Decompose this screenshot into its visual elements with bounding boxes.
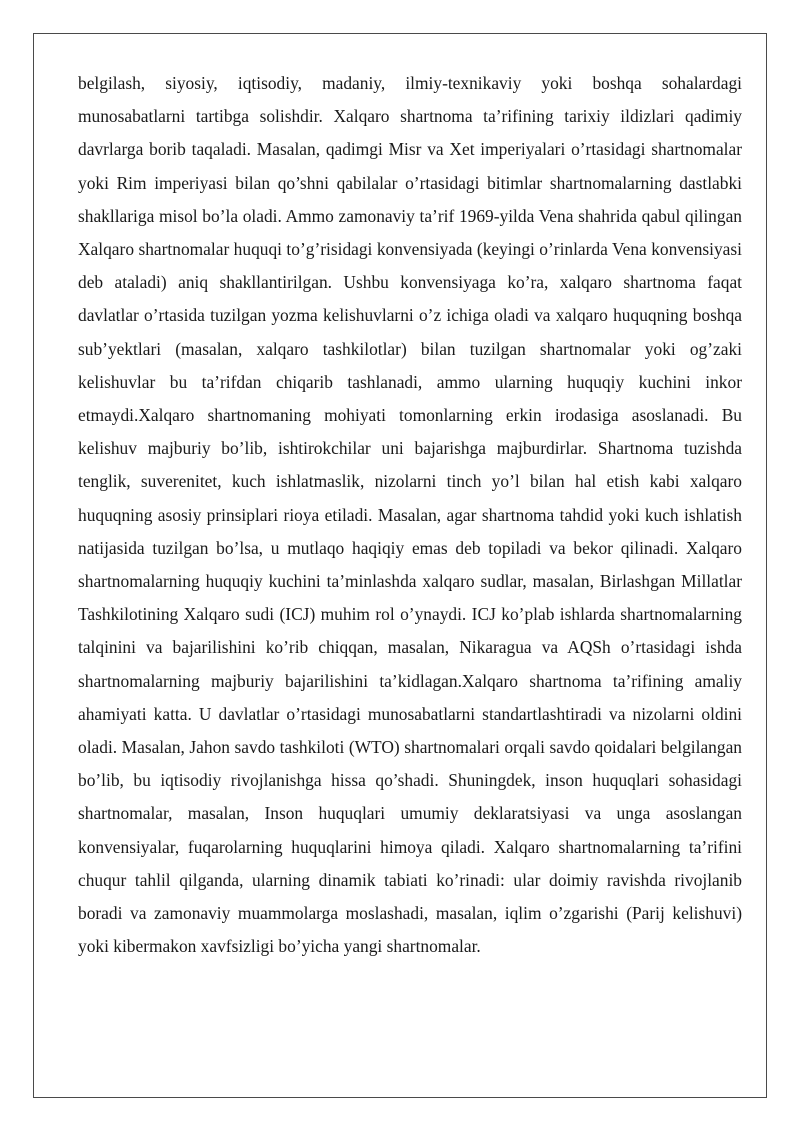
document-paragraph: belgilash, siyosiy, iqtisodiy, madaniy, ilmiy-texnikaviy yoki boshqa sohalardagi munosabatlarni tartibga solishdir. Xalqaro shartnoma ta’rifining tarixiy ildizlari qadimiy davrlarga borib taqaladi. Masalan, qadimgi Misr va Xet imperiyalari o’rtasidagi shartnomalar yoki Rim imperiyasi bilan qo’shni qabilalar o’rtasidagi bitimlar shartnomalarning dastlabki shakllariga misol bo’la oladi. Ammo zamonaviy ta’rif 1969-yilda Vena shahrida qabul qilingan Xalqaro shartnomalar huquqi to’g’risidagi konvensiyada (keyingi o’rinlarda Vena konvensiyasi deb ataladi) aniq shakllantirilgan. Ushbu konvensiyaga ko’ra, xalqaro shartnoma faqat davlatlar o’rtasida tuzilgan yozma kelishuvlarni o’z ichiga oladi va xalqaro huquqning boshqa sub’yektlari (masalan, xalqaro tashkilotlar) bilan tuzilgan shartnomalar yoki og’zaki kelishuvlar bu ta’rifdan chiqarib tashlanadi, ammo ularning huquqiy kuchini inkor etmaydi.Xalqaro shartnomaning mohiyati tomonlarning erkin irodasiga asoslanadi. Bu kelishuv majburiy bo’lib, ishtirokchilar uni bajarishga majburdirlar. Shartnoma tuzishda tenglik, suverenitet, kuch ishlatmaslik, nizolarni tinch yo’l bilan hal etish kabi xalqaro huquqning asosiy prinsiplari rioya etiladi. Masalan, agar shartnoma tahdid yoki kuch ishlatish natijasida tuzilgan bo’lsa, u mutlaqo haqiqiy emas deb topiladi va bekor qilinadi. Xalqaro shartnomalarning huquqiy kuchini ta’minlashda xalqaro sudlar, masalan, Birlashgan Millatlar Tashkilotining Xalqaro sudi (ICJ) muhim rol o’ynaydi. ICJ ko’plab ishlarda shartnomalarning talqinini va bajarilishini ko’rib chiqqan, masalan, Nikaragua va AQSh o’rtasidagi ishda shartnomalarning majburiy bajarilishini ta’kidlagan.Xalqaro shartnoma ta’rifining amaliy ahamiyati katta. U davlatlar o’rtasidagi munosabatlarni standartlashtiradi va nizolarni oldini oladi. Masalan, Jahon savdo tashkiloti (WTO) shartnomalari orqali savdo qoidalari belgilangan bo’lib, bu iqtisodiy rivojlanishga hissa qo’shadi. Shuningdek, inson huquqlari sohasidagi shartnomalar, masalan, Inson huquqlari umumiy deklaratsiyasi va unga asoslangan konvensiyalar, fuqarolarning huquqlarini himoya qiladi. Xalqaro shartnomalarning ta’rifini chuqur tahlil qilganda, ularning dinamik tabiati ko’rinadi: ular doimiy ravishda rivojlanib boradi va zamonaviy muammolarga moslashadi, masalan, iqlim o’zgarishi (Parij kelishuvi) yoki kibermakon xavfsizligi bo’yicha yangi shartnomalar. — [78, 73, 742, 957]
